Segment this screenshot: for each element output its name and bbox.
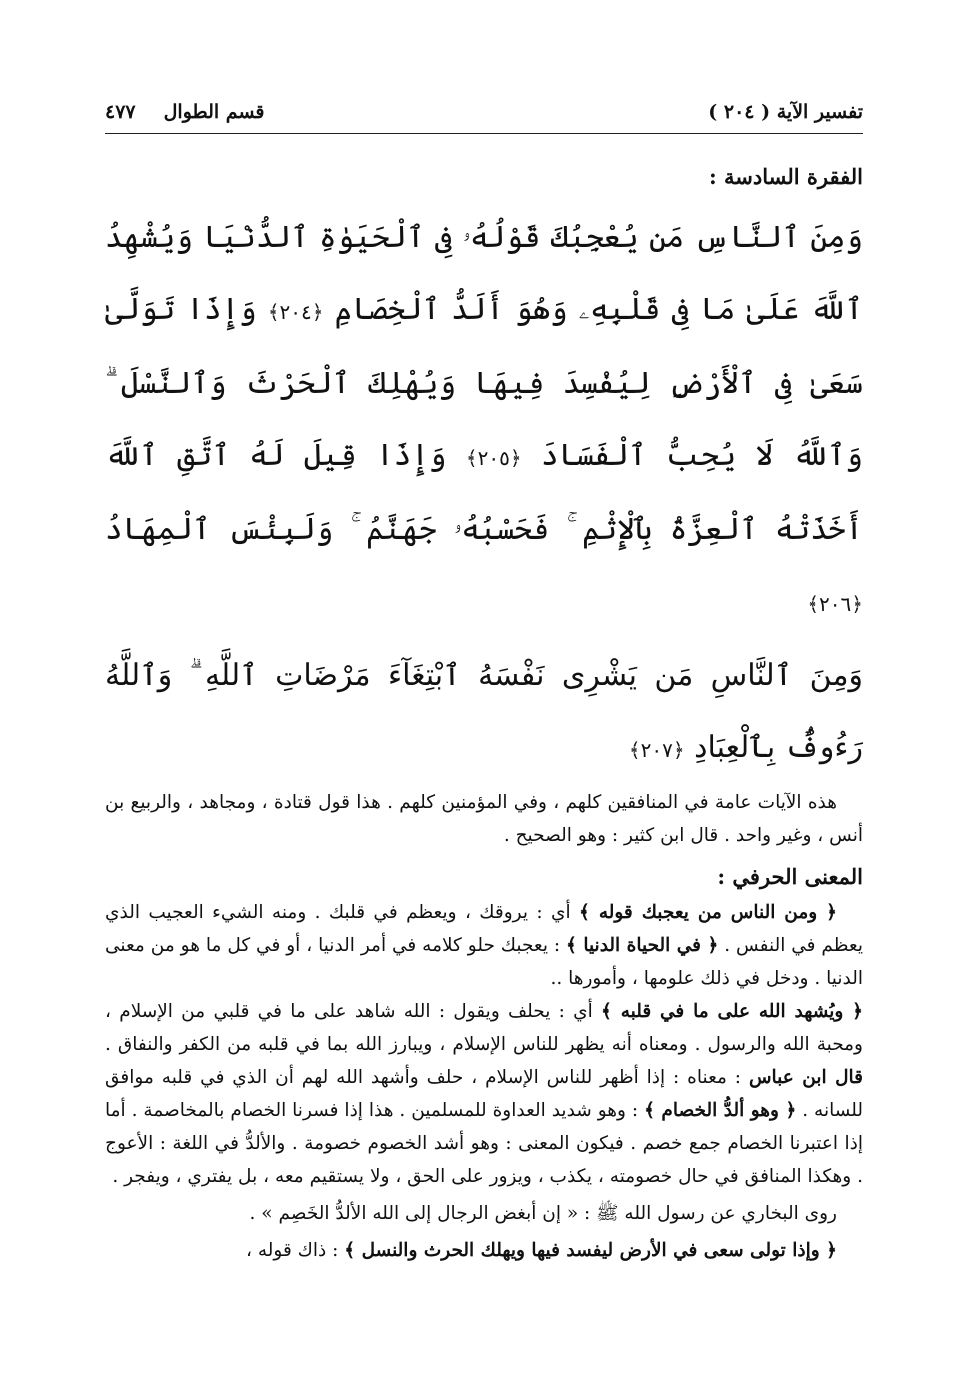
quote-phrase: ﴿ ويُشهد الله على ما في قلبه ﴾ xyxy=(601,1001,863,1022)
paragraph-text: أي : يروقك ، ويعظم في قلبك . ومنه الشيء العجيب الذي يعظم في النفس . xyxy=(105,902,863,956)
verse-number-205: ﴿٢٠٥﴾ xyxy=(465,446,522,470)
section-name: قسم الطوال xyxy=(163,101,265,123)
running-header xyxy=(105,95,863,129)
literal-meaning-heading: المعنى الحرفي : xyxy=(717,864,863,889)
quote-phrase: ﴿ وهو ألدُّ الخصام ﴾ xyxy=(644,1100,797,1121)
paragraph-meaning-1 xyxy=(105,896,863,995)
cited-authority: قال ابن عباس xyxy=(748,1067,863,1088)
hadith-paragraph: روى البخاري عن رسول الله ﷺ : « إن أبغض الرجال إلى الله الألدُّ الخَصِم » . xyxy=(249,1203,837,1224)
verse-range-title: تفسير الآية ( ٢٠٤ ) xyxy=(708,101,863,123)
verse-block-204-206 xyxy=(105,202,863,640)
paragraph-text: : معناه : إذا أظهر للناس الإسلام ، حلف وأشهد الله لهم أن الذي في قلبه موافق للسانه . xyxy=(105,1067,864,1121)
section-title: الفقرة السادسة : xyxy=(708,164,863,189)
paragraph-text: : يعجبك حلو كلامه في أمر الدنيا ، أو في كل ما هو من معنى الدنيا . ودخل في ذلك علومها ، وأمورها .. xyxy=(105,935,863,989)
verse-205: وَإِذَا تَوَلَّىٰ سَعَىٰ فِى ٱلْأَرْضِ لِيُفْسِدَ فِيهَا وَيُهْلِكَ ٱلْحَرْثَ وَٱلنَّسْلَ ۗ وَٱللَّهُ لَا يُحِبُّ ٱلْفَسَادَ xyxy=(105,292,864,473)
page-number: ٤٧٧ xyxy=(105,101,136,123)
intro-paragraph: هذه الآيات عامة في المنافقين كلهم ، وفي المؤمنين كلهم . هذا قول قتادة ، ومجاهد ، والربيع بن أنس ، وغير واحد . قال ابن كثير : وهو الصحيح . xyxy=(105,792,863,846)
quran-verses xyxy=(105,202,863,786)
verse-number-207: ﴿٢٠٧﴾ xyxy=(628,738,685,762)
quote-phrase: ﴿ في الحياة الدنيا ﴾ xyxy=(566,935,719,956)
paragraph-text: : وهو شديد العداوة للمسلمين . هذا إذا فسرنا الخصام بالمخاصمة . أما إذا اعتبرنا الخصام جمع خصم . فيكون المعنى : وهو أشد الخصوم خصومة . والألدُّ في اللغة : الأعوج . وهكذا المنافق في حال خصومته ، يكذب ، ويزور على الحق ، ولا يستقيم معه ، بل يفتري ، ويفجر . xyxy=(105,1100,863,1187)
paragraph-text: أي : يحلف ويقول : الله شاهد على ما في قلبي من الإسلام ، ومحبة الله والرسول . ومعناه أنه يظهر للناس الإسلام ، ويبارز الله بما في قلبه من الكفر والنفاق . xyxy=(105,1001,863,1055)
verse-206: وَإِذَا قِيلَ لَهُ ٱتَّقِ ٱللَّهَ أَخَذَتْهُ ٱلْعِزَّةُ بِٱلْإِثْمِ ۚ فَحَسْبُهُۥ جَهَنَّمُ ۚ وَلَبِئْسَ ٱلْمِهَادُ xyxy=(105,438,863,547)
verse-block-207 xyxy=(105,640,863,786)
paragraph-meaning-2 xyxy=(105,995,863,1193)
header-rule xyxy=(105,133,863,134)
paragraph-text: : ذاك قوله ، xyxy=(245,1240,345,1261)
quote-phrase: ﴿ ومن الناس من يعجبك قوله ﴾ xyxy=(579,902,838,923)
verse-number-204: ﴿٢٠٤﴾ xyxy=(267,300,324,324)
header-left-group xyxy=(105,101,264,123)
quote-phrase: ﴿ وإذا تولى سعى في الأرض ليفسد فيها ويهلك الحرث والنسل ﴾ xyxy=(344,1240,837,1261)
paragraph-meaning-3 xyxy=(105,1234,863,1267)
verse-207: وَمِنَ ٱلنَّاسِ مَن يَشْرِى نَفْسَهُ ٱبْتِغَآءَ مَرْضَاتِ ٱللَّهِ ۗ وَٱللَّهُ رَءُوفٌۢ بِٱلْعِبَادِ xyxy=(105,658,863,765)
verse-number-206: ﴿٢٠٦﴾ xyxy=(807,592,863,616)
verse-204: وَمِنَ ٱلنَّاسِ مَن يُعْجِبُكَ قَوْلُهُۥ فِى ٱلْحَيَوٰةِ ٱلدُّنْيَا وَيُشْهِدُ ٱللَّهَ عَلَىٰ مَا فِى قَلْبِهِۦ وَهُوَ أَلَدُّ ٱلْخِصَامِ xyxy=(105,220,864,327)
book-page xyxy=(105,95,863,1267)
